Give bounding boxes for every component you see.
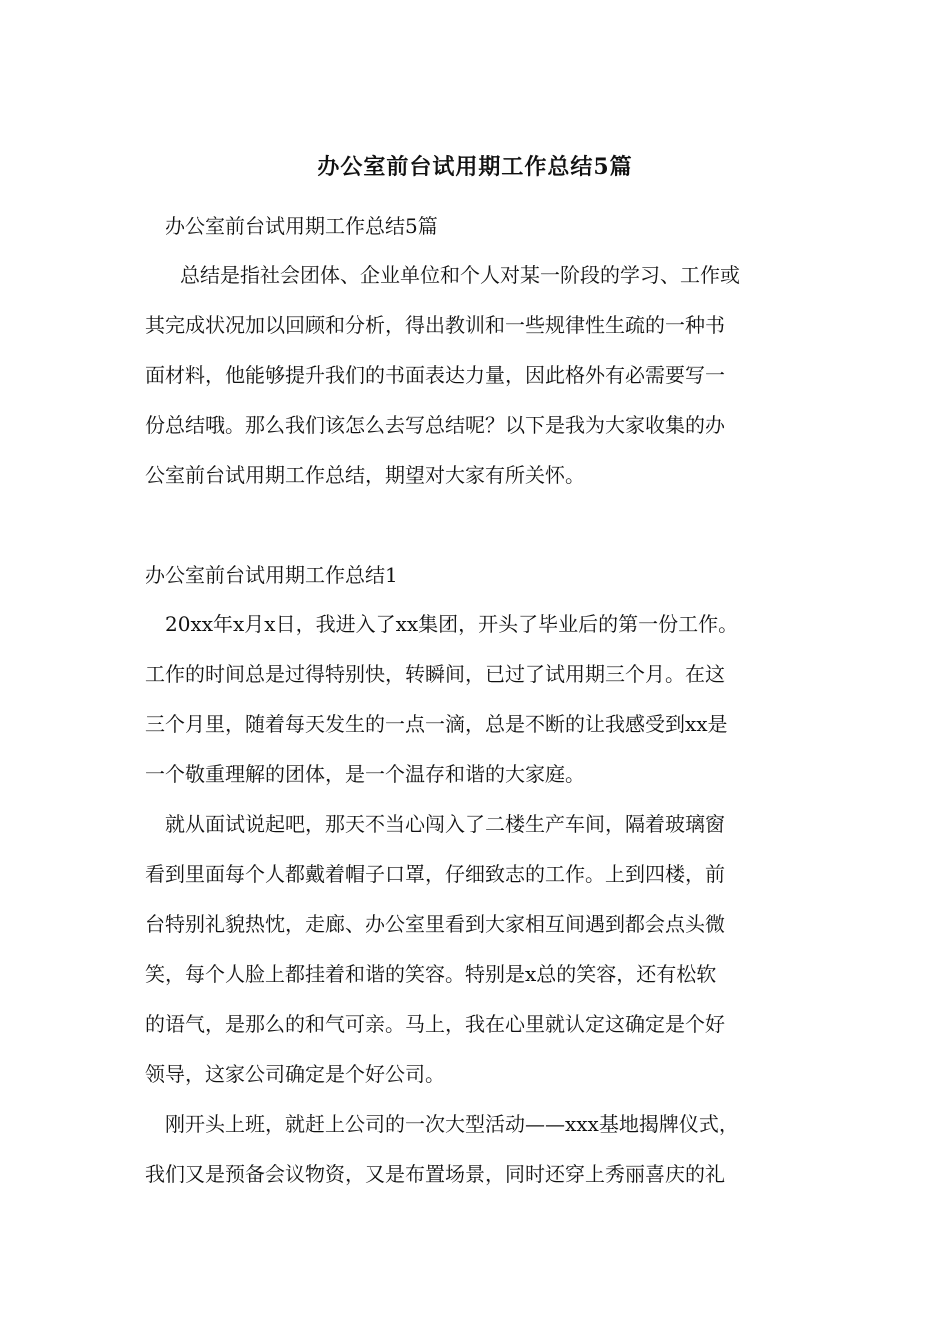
intro-line-3: 面材料，他能够提升我们的书面表达力量，因此格外有必需要写一 (145, 363, 725, 387)
intro-line-5: 公室前台试用期工作总结，期望对大家有所关怀。 (145, 463, 585, 487)
body-line-5: 就从面试说起吧，那天不当心闯入了二楼生产车间，隔着玻璃窗 (165, 812, 725, 836)
body-line-1: 20xx年x月x日，我进入了xx集团，开头了毕业后的第一份工作。 (165, 612, 739, 636)
intro-line-1: 总结是指社会团体、企业单位和个人对某一阶段的学习、工作或 (180, 263, 740, 287)
body-line-9: 的语气，是那么的和气可亲。马上，我在心里就认定这确定是个好 (145, 1012, 725, 1036)
body-line-12: 我们又是预备会议物资，又是布置场景，同时还穿上秀丽喜庆的礼 (145, 1162, 725, 1186)
body-line-2: 工作的时间总是过得特别快，转瞬间，已过了试用期三个月。在这 (145, 662, 725, 686)
section-1-heading: 办公室前台试用期工作总结1 (145, 563, 398, 587)
document-subtitle: 办公室前台试用期工作总结5篇 (165, 214, 438, 238)
document-title: 办公室前台试用期工作总结5篇 (317, 154, 633, 180)
body-line-3: 三个月里，随着每天发生的一点一滴，总是不断的让我感受到xx是 (145, 712, 728, 736)
body-line-10: 领导，这家公司确定是个好公司。 (145, 1062, 445, 1086)
intro-line-4: 份总结哦。那么我们该怎么去写总结呢？以下是我为大家收集的办 (145, 413, 725, 437)
body-line-7: 台特别礼貌热忱，走廊、办公室里看到大家相互间遇到都会点头微 (145, 912, 725, 936)
body-line-6: 看到里面每个人都戴着帽子口罩，仔细致志的工作。上到四楼，前 (145, 862, 725, 886)
body-line-11: 刚开头上班，就赶上公司的一次大型活动——xxx基地揭牌仪式， (165, 1112, 739, 1136)
body-line-8: 笑，每个人脸上都挂着和谐的笑容。特别是x总的笑容，还有松软 (145, 962, 717, 986)
body-line-4: 一个敬重理解的团体，是一个温存和谐的大家庭。 (145, 762, 585, 786)
intro-line-2: 其完成状况加以回顾和分析，得出教训和一些规律性生疏的一种书 (145, 313, 725, 337)
